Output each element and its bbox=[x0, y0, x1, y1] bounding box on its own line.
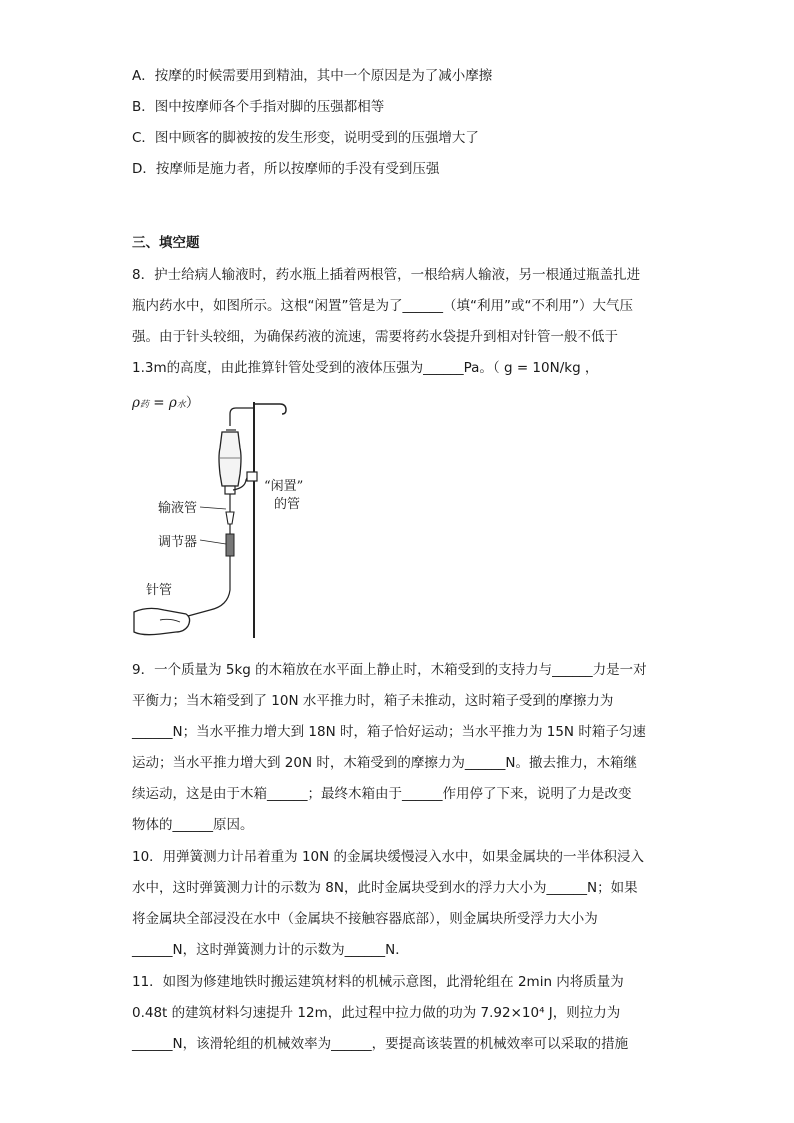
option-d: D．按摩师是施力者，所以按摩师的手没有受到压强 bbox=[132, 161, 440, 177]
bottle-hook bbox=[230, 408, 254, 426]
rho-symbol: ρ bbox=[132, 395, 140, 411]
patient-hand bbox=[134, 608, 190, 634]
q11-line-2: 0.48t 的建筑材料匀速提升 12m，此过程中拉力做的功为 7.92×10⁴ J，则拉力为 bbox=[132, 1005, 621, 1021]
q8-line-4: 1.3m的高度，由此推算针管处受到的液体压强为______Pa。（ g = 10N/kg ， bbox=[132, 360, 599, 376]
option-a: A．按摩的时候需要用到精油，其中一个原因是为了减小摩擦 bbox=[132, 68, 493, 84]
idle-tube-label-1: “闲置” bbox=[264, 479, 304, 494]
option-c: C．图中顾客的脚被按的发生形变，说明受到的压强增大了 bbox=[132, 130, 479, 146]
regulator-label: 调节器 bbox=[158, 535, 198, 550]
q9-line-1: 9．一个质量为 5kg 的木箱放在水平面上静止时，木箱受到的支持力与______力是一对 bbox=[132, 662, 647, 678]
iv-drip-figure bbox=[130, 400, 310, 640]
q9-line-6: 物体的______原因。 bbox=[132, 817, 254, 833]
q8-line-3: 强。由于针头较细，为确保药液的流速，需要将药水袋提升到相对针管一般不低于 bbox=[132, 329, 618, 345]
medicine-bottle bbox=[219, 432, 241, 486]
regulator bbox=[226, 534, 234, 556]
q9-line-4: 运动；当水平推力增大到 20N 时，木箱受到的摩擦力为______N。撤去推力，木箱继 bbox=[132, 755, 637, 771]
q11-line-1: 11．如图为修建地铁时搬运建筑材料的机械示意图，此滑轮组在 2min 内将质量为 bbox=[132, 974, 624, 990]
stand-hook bbox=[254, 404, 286, 414]
q8-line-1: 8．护士给病人输液时，药水瓶上插着两根管，一根给病人输液，另一根通过瓶盖扎进 bbox=[132, 267, 641, 283]
q8-line-2: 瓶内药水中，如图所示。这根“闲置”管是为了______（填“利用”或“不利用”）大气压 bbox=[132, 298, 633, 314]
infusion-tube-label: 输液管 bbox=[158, 501, 198, 516]
rho-sub-water: 水 bbox=[176, 400, 186, 410]
q10-line-3: 将金属块全部浸没在水中（金属块不接触容器底部），则金属块所受浮力大小为 bbox=[132, 911, 598, 927]
q11-line-3: ______N，该滑轮组的机械效率为______，要提高该装置的机械效率可以采取的措施 bbox=[132, 1036, 629, 1052]
rho-sub-drug: 药 bbox=[139, 400, 149, 410]
idle-tube-clip bbox=[247, 472, 257, 481]
q10-line-1: 10．用弹簧测力计吊着重为 10N 的金属块缓慢浸入水中，如果金属块的一半体积浸入 bbox=[132, 849, 645, 865]
section-heading: 三、填空题 bbox=[132, 235, 200, 251]
q9-line-2: 平衡力；当木箱受到了 10N 水平推力时，箱子未推动，这时箱子受到的摩擦力为 bbox=[132, 693, 614, 709]
option-b: B．图中按摩师各个手指对脚的压强都相等 bbox=[132, 99, 385, 115]
q10-line-4: ______N，这时弹簧测力计的示数为______N． bbox=[132, 942, 409, 958]
rho-symbol-2: ρ bbox=[168, 395, 177, 411]
equals-sign: = bbox=[148, 395, 169, 411]
q10-line-2: 水中，这时弹簧测力计的示数为 8N，此时金属块受到水的浮力大小为______N；如果 bbox=[132, 880, 638, 896]
formula-close: ） bbox=[185, 395, 200, 411]
idle-tube-label-2: 的管 bbox=[274, 497, 301, 512]
needle-label: 针管 bbox=[146, 583, 173, 598]
q9-line-5: 续运动，这是由于木箱______；最终木箱由于______作用停了下来，说明了力是改变 bbox=[132, 786, 632, 802]
q9-line-3: ______N；当水平推力增大到 18N 时，箱子恰好运动；当水平推力为 15N 时箱子匀速 bbox=[132, 724, 646, 740]
